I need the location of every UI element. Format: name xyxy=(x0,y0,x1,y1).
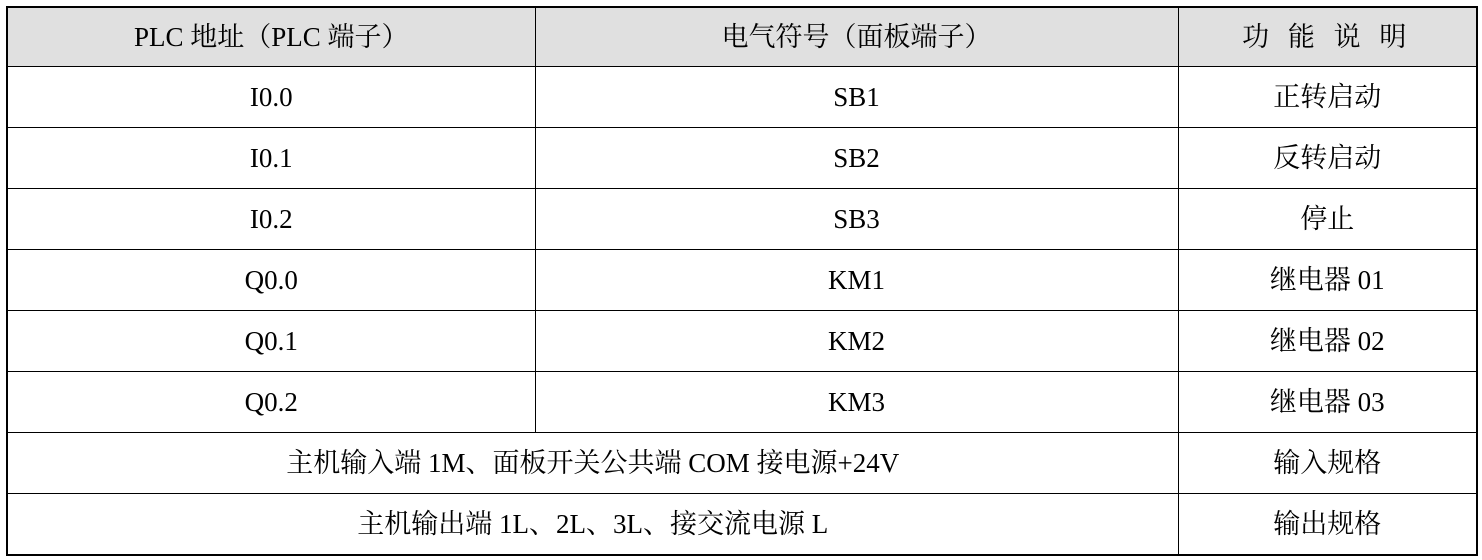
table-row xyxy=(7,372,1477,433)
cell-plc-address: Q0.1 xyxy=(7,311,535,372)
cell-electrical-symbol: KM3 xyxy=(535,372,1178,433)
cell-electrical-symbol: SB1 xyxy=(535,67,1178,128)
column-header-function-description: 功 能 说 明 xyxy=(1178,7,1477,67)
column-header-electrical-symbol: 电气符号（面板端子） xyxy=(535,7,1178,67)
cell-function-description: 继电器 03 xyxy=(1178,372,1477,433)
cell-output-wiring-note: 主机输出端 1L、2L、3L、接交流电源 L xyxy=(7,494,1178,556)
cell-electrical-symbol: KM1 xyxy=(535,250,1178,311)
cell-function-description: 继电器 02 xyxy=(1178,311,1477,372)
cell-plc-address: Q0.0 xyxy=(7,250,535,311)
cell-plc-address: I0.2 xyxy=(7,189,535,250)
table-header-row xyxy=(7,7,1477,67)
cell-function-description: 停止 xyxy=(1178,189,1477,250)
cell-input-spec-label: 输入规格 xyxy=(1178,433,1477,494)
cell-plc-address: I0.0 xyxy=(7,67,535,128)
cell-electrical-symbol: SB3 xyxy=(535,189,1178,250)
cell-output-spec-label: 输出规格 xyxy=(1178,494,1477,556)
cell-electrical-symbol: SB2 xyxy=(535,128,1178,189)
table-row xyxy=(7,128,1477,189)
table-header xyxy=(7,7,1477,67)
cell-plc-address: I0.1 xyxy=(7,128,535,189)
column-header-plc-address: PLC 地址（PLC 端子） xyxy=(7,7,535,67)
cell-function-description: 继电器 01 xyxy=(1178,250,1477,311)
cell-electrical-symbol: KM2 xyxy=(535,311,1178,372)
cell-input-wiring-note: 主机输入端 1M、面板开关公共端 COM 接电源+24V xyxy=(7,433,1178,494)
cell-function-description: 正转启动 xyxy=(1178,67,1477,128)
table-row xyxy=(7,250,1477,311)
cell-plc-address: Q0.2 xyxy=(7,372,535,433)
table-body xyxy=(7,67,1477,556)
table-row xyxy=(7,311,1477,372)
cell-function-description: 反转启动 xyxy=(1178,128,1477,189)
table-row xyxy=(7,67,1477,128)
table-row-note xyxy=(7,433,1477,494)
plc-io-allocation-table xyxy=(6,6,1478,556)
table-row-note xyxy=(7,494,1477,556)
table-row xyxy=(7,189,1477,250)
